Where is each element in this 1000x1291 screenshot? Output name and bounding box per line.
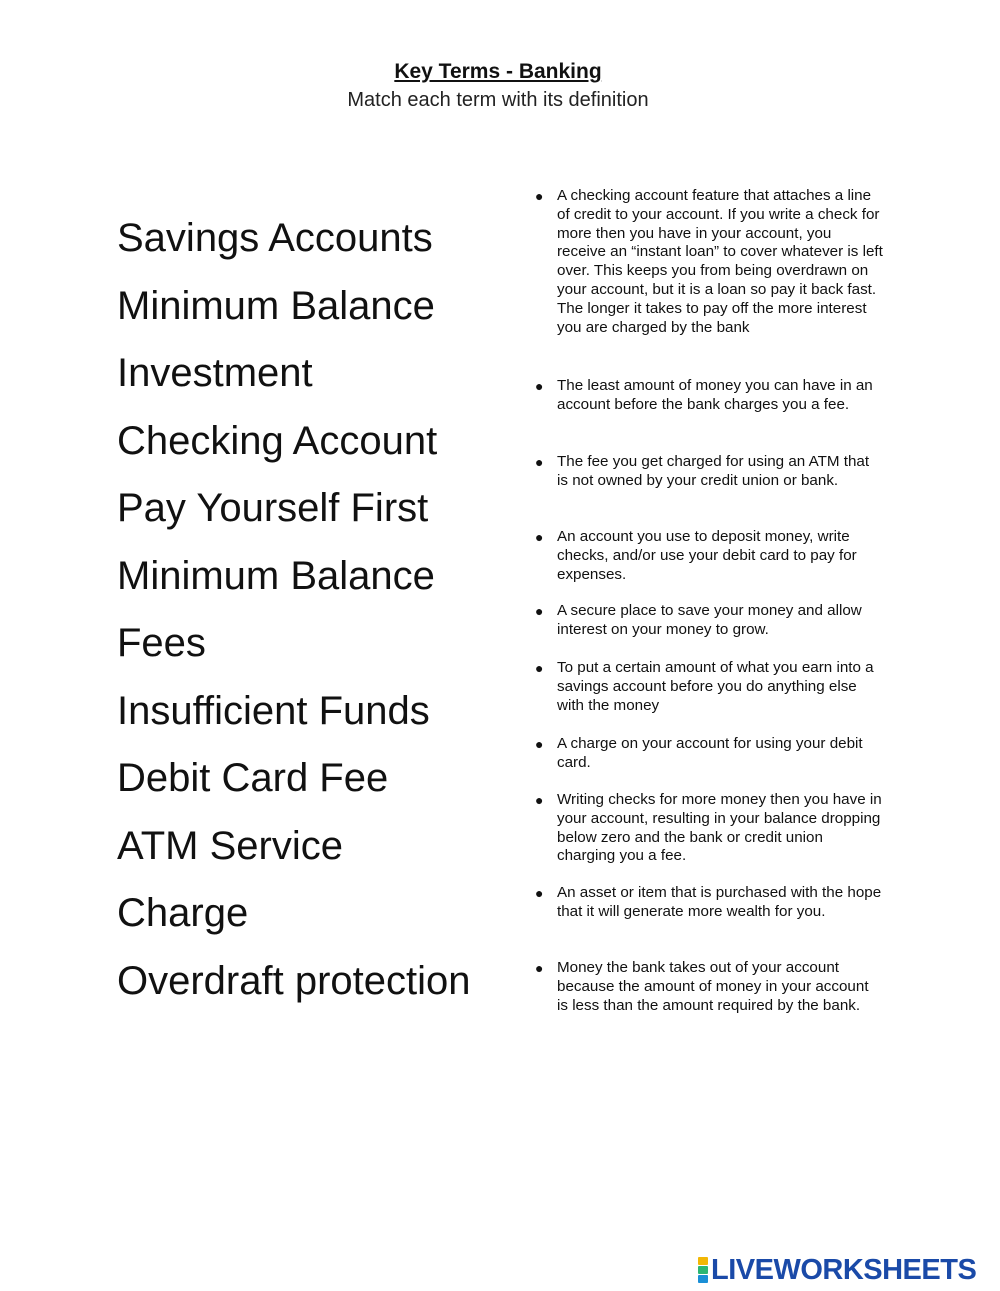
term-item: Minimum Balance [117, 553, 435, 598]
bullet-icon: ● [535, 529, 544, 545]
term-item: Insufficient Funds [117, 688, 430, 733]
liveworksheets-logo [698, 1252, 976, 1288]
definition-text: A secure place to save your money and allow interest on your money to grow. [557, 602, 862, 638]
definition-item [533, 187, 883, 337]
logo-block [698, 1266, 708, 1274]
definition-text: An asset or item that is purchased with the hope that it will generate more wealth for you. [557, 884, 882, 920]
definition-text: A checking account feature that attaches a line of credit to your account. If you write a check for more then you have in your account, you receive an “instant loan” to cover whatever is left over. This keeps you from being overdrawn on your account, but it is a loan so pay it back fast. The longer it takes to pay off the more interest you are charged by the bank [557, 187, 883, 336]
definition-item [533, 377, 883, 415]
definition-item [533, 602, 883, 640]
term-item: Savings Accounts [117, 216, 433, 260]
term-item: Overdraft protection [117, 958, 471, 1003]
definition-text: To put a certain amount of what you earn into a savings account before you do anything else with the money [557, 659, 874, 714]
term-item: Charge [117, 891, 249, 935]
bullet-icon: ● [535, 960, 544, 976]
bullet-icon: ● [535, 736, 544, 752]
bullet-icon: ● [535, 454, 544, 470]
term-item: Investment [117, 351, 313, 395]
definition-item [533, 884, 883, 922]
bullet-icon: ● [535, 792, 544, 808]
definition-text: The fee you get charged for using an ATM that is not owned by your credit union or bank. [557, 453, 870, 489]
term-item: Minimum Balance [117, 283, 435, 328]
term-item: ATM Service [117, 823, 343, 868]
definition-text: Money the bank takes out of your account because the amount of money in your account is less than the amount required by the bank. [557, 959, 869, 1014]
page-subtitle: Match each term with its definition [347, 89, 649, 111]
logo-block [698, 1275, 708, 1283]
logo-text: LIVEWORKSHEETS [711, 1254, 977, 1286]
definition-item [533, 659, 883, 715]
term-item: Fees [117, 621, 206, 665]
definition-text: A charge on your account for using your debit card. [557, 735, 863, 771]
definition-item [533, 528, 883, 584]
definition-text: An account you use to deposit money, write checks, and/or use your debit card to pay for expenses. [557, 528, 857, 583]
definition-item [533, 959, 883, 1015]
worksheet-header [0, 58, 996, 114]
term-item: Debit Card Fee [117, 756, 389, 800]
bullet-icon: ● [535, 885, 544, 901]
term-item: Pay Yourself First [117, 486, 429, 530]
definition-item [533, 735, 883, 773]
bullet-icon: ● [535, 660, 544, 676]
definition-text: Writing checks for more money then you have in your account, resulting in your balance dropping below zero and the bank or credit union charging you a fee. [557, 791, 882, 865]
logo-mark-icon [698, 1257, 708, 1283]
definition-item [533, 791, 883, 866]
bullet-icon: ● [535, 378, 544, 394]
term-item: Checking Account [117, 418, 438, 463]
bullet-icon: ● [535, 603, 544, 619]
page-title: Key Terms - Banking [394, 60, 602, 83]
terms-list [117, 205, 471, 1015]
definition-item [533, 453, 883, 491]
definition-text: The least amount of money you can have in an account before the bank charges you a fee. [557, 377, 873, 413]
logo-block [698, 1257, 708, 1265]
bullet-icon: ● [535, 188, 544, 204]
